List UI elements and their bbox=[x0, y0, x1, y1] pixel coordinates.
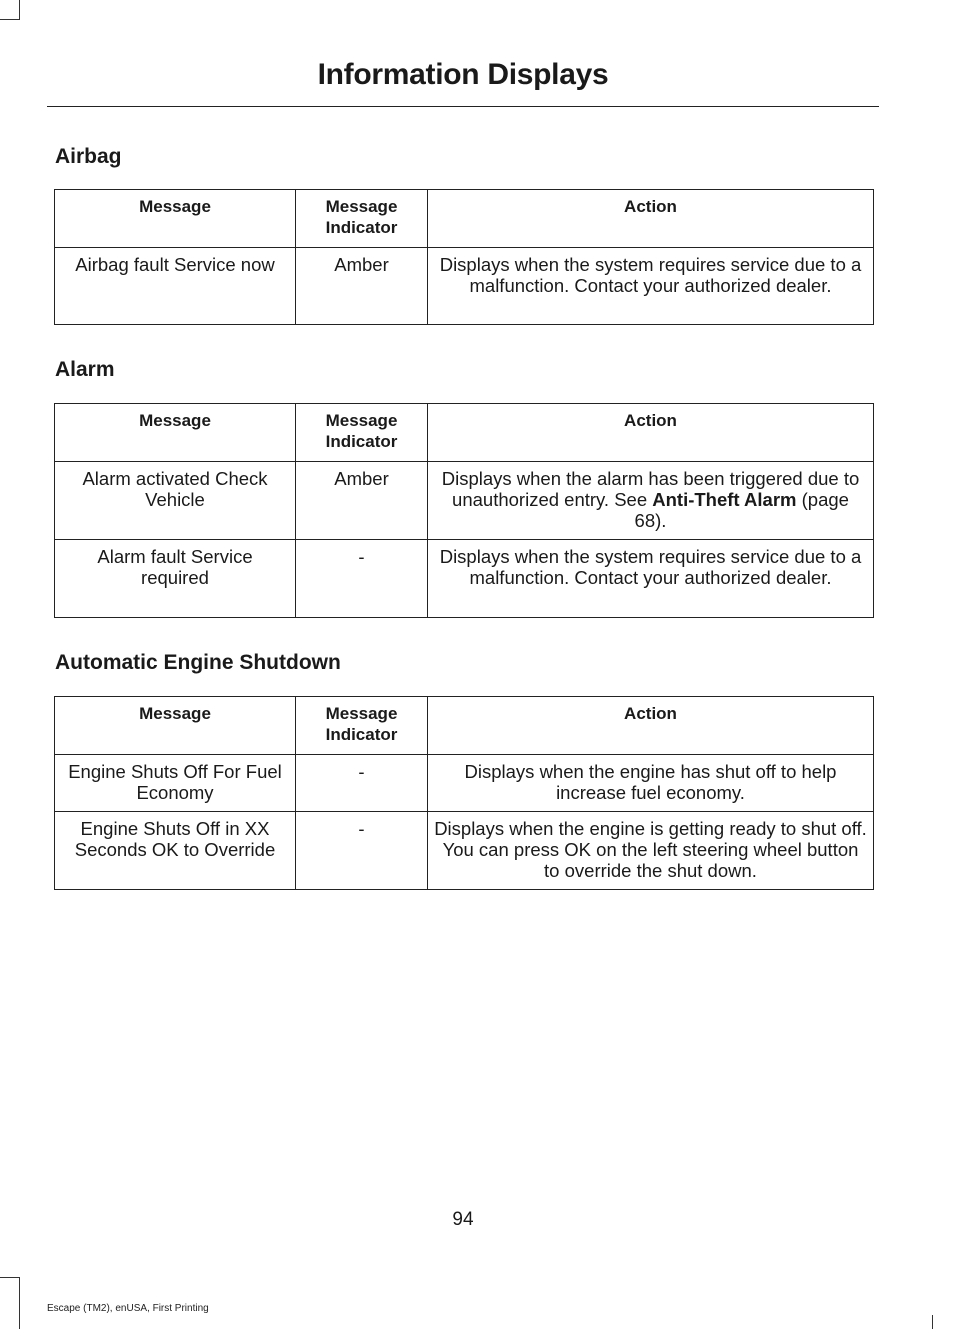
title-divider bbox=[47, 106, 879, 107]
column-header-indicator-line2: Indicator bbox=[325, 725, 398, 744]
table-row bbox=[55, 540, 874, 618]
table-header-row bbox=[55, 404, 874, 462]
message-cell: Airbag fault Service now bbox=[55, 248, 296, 325]
column-header-indicator bbox=[296, 404, 428, 462]
message-cell: Alarm fault Service required bbox=[55, 540, 296, 618]
page-number: 94 bbox=[452, 1209, 474, 1230]
table-row bbox=[55, 462, 874, 540]
action-cell bbox=[428, 462, 874, 540]
indicator-cell: - bbox=[296, 540, 428, 618]
column-header-indicator-line2: Indicator bbox=[325, 432, 398, 451]
message-cell: Engine Shuts Off For Fuel Economy bbox=[55, 755, 296, 812]
engine-shutdown-table bbox=[54, 696, 874, 890]
table-header-row bbox=[55, 697, 874, 755]
message-cell: Engine Shuts Off in XX Seconds OK to Override bbox=[55, 812, 296, 890]
crop-mark bbox=[0, 1277, 20, 1278]
column-header-indicator-line2: Indicator bbox=[325, 218, 398, 237]
section-heading-alarm: Alarm bbox=[55, 358, 115, 381]
table-row bbox=[55, 755, 874, 812]
crop-mark bbox=[0, 19, 20, 20]
page-title: Information Displays bbox=[317, 58, 609, 91]
table-row bbox=[55, 248, 874, 325]
crop-mark bbox=[19, 0, 20, 20]
indicator-cell: Amber bbox=[296, 248, 428, 325]
alarm-table bbox=[54, 403, 874, 618]
footer-text: Escape (TM2), enUSA, First Printing bbox=[47, 1303, 209, 1314]
column-header-indicator bbox=[296, 190, 428, 248]
page-reference: (page 68). bbox=[634, 489, 849, 531]
column-header-indicator-line1: Message bbox=[325, 411, 398, 430]
column-header-action: Action bbox=[428, 404, 874, 462]
column-header-action: Action bbox=[428, 190, 874, 248]
section-heading-airbag: Airbag bbox=[55, 145, 122, 168]
crop-mark bbox=[19, 1277, 20, 1329]
action-cell: Displays when the system requires service due to a malfunction. Contact your authorized dealer. bbox=[428, 248, 874, 325]
column-header-message: Message bbox=[55, 190, 296, 248]
action-cell: Displays when the engine is getting ready to shut off. You can press OK on the left steering wheel button to override the shut down. bbox=[428, 812, 874, 890]
column-header-indicator-line1: Message bbox=[325, 197, 398, 216]
message-cell: Alarm activated Check Vehicle bbox=[55, 462, 296, 540]
column-header-indicator bbox=[296, 697, 428, 755]
indicator-cell: Amber bbox=[296, 462, 428, 540]
action-cell: Displays when the system requires service due to a malfunction. Contact your authorized dealer. bbox=[428, 540, 874, 618]
column-header-indicator-line1: Message bbox=[325, 704, 398, 723]
column-header-message: Message bbox=[55, 697, 296, 755]
table-row bbox=[55, 812, 874, 890]
section-heading-engine-shutdown: Automatic Engine Shutdown bbox=[55, 651, 341, 674]
table-header-row bbox=[55, 190, 874, 248]
indicator-cell: - bbox=[296, 755, 428, 812]
anti-theft-alarm-reference[interactable]: Anti-Theft Alarm bbox=[652, 489, 797, 510]
action-text: Displays when the alarm has been triggered due to unauthorized entry. See bbox=[441, 468, 860, 510]
action-cell: Displays when the engine has shut off to help increase fuel economy. bbox=[428, 755, 874, 812]
column-header-action: Action bbox=[428, 697, 874, 755]
column-header-message: Message bbox=[55, 404, 296, 462]
crop-mark bbox=[932, 1315, 933, 1329]
indicator-cell: - bbox=[296, 812, 428, 890]
airbag-table bbox=[54, 189, 874, 325]
